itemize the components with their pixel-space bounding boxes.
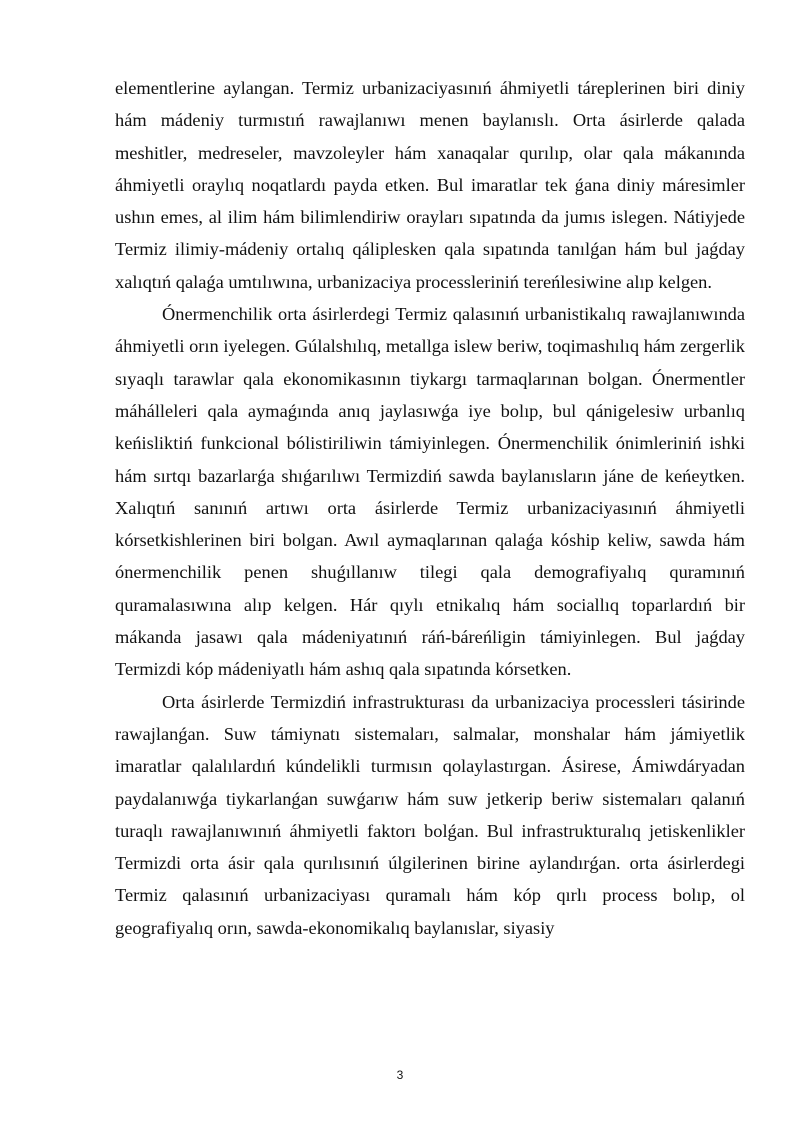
body-text	[115, 72, 745, 944]
paragraph-2: Ónermenchilik orta ásirlerdegi Termiz qalasınıń urbanistikalıq rawajlanıwında áhmiyetli orın iyelegen. Gúlalshılıq, metallga islew beriw, toqimashılıq hám zergerlik sıyaqlı tarawlar qala ekonomikasının tiykargı tarmaqlarınan bolgan. Ónermentler máhálleleri qala aymaǵında anıq jaylasıwǵa iye bolıp, bul qánigelesiw urbanlıq keńisliktiń funkcional bólistiriliwin támiyinlegen. Ónermenchilik ónimleriniń ishki hám sırtqı bazarlarǵa shıǵarılıwı Termizdiń sawda baylanısların jáne de keńeytken. Xalıqtıń sanınıń artıwı orta ásirlerde Termiz urbanizaciyasınıń áhmiyetli kórsetkishlerinen biri bolgan. Awıl aymaqlarınan qalaǵa kóship keliw, sawda hám ónermenchilik penen shuǵıllanıw tilegi qala demografiyalıq quramınıń quramalasıwına alıp kelgen. Hár qıylı etnikalıq hám sociallıq toparlardıń bir mákanda jasawı qala mádeniyatınıń ráń-báreńligin támiyinlegen. Bul jaǵday Termizdi kóp mádeniyatlı hám ashıq qala sıpatında kórsetken.	[115, 304, 745, 680]
paragraph-1: elementlerine aylangan. Termiz urbanizaciyasınıń áhmiyetli táreplerinen biri diniy hám mádeniy turmıstıń rawajlanıwı menen baylanıslı. Orta ásirlerde qalada meshitler, medreseler, mavzoleyler hám xanaqalar qurılıp, olar qala mákanında áhmiyetli oraylıq noqatlardı payda etken. Bul imaratlar tek ǵana diniy máresimler ushın emes, al ilim hám bilimlendiriw orayları sıpatında da jumıs islegen. Nátiyjede Termiz ilimiy-mádeniy ortalıq qáliplesken qala sıpatında tanılǵan hám bul jaǵday xalıqtıń qalaǵa umtılıwına, urbanizaciya processleriniń tereńlesiwine alıp kelgen.	[115, 78, 745, 292]
page-number: 3	[396, 1068, 404, 1082]
paragraph-3: Orta ásirlerde Termizdiń infrastrukturası da urbanizaciya processleri tásirinde rawajlanǵan. Suw támiynatı sistemaları, salmalar, monshalar hám jámiyetlik imaratlar qalalılardıń kúndelikli turmısın qolaylastırgan. Ásirese, Ámiwdáryadan paydalanıwǵa tiykarlanǵan suwǵarıw hám suw jetkerip beriw sistemaları qalanıń turaqlı rawajlanıwınıń áhmiyetli faktorı bolǵan. Bul infrastrukturalıq jetiskenlikler Termizdi orta ásir qala qurılısınıń úlgilerinen birine aylandırǵan. orta ásirlerdegi Termiz qalasınıń urbanizaciyası quramalı hám kóp qırlı process bolıp, ol geografiyalıq orın, sawda-ekonomikalıq baylanıslar, siyasiy	[115, 691, 745, 938]
